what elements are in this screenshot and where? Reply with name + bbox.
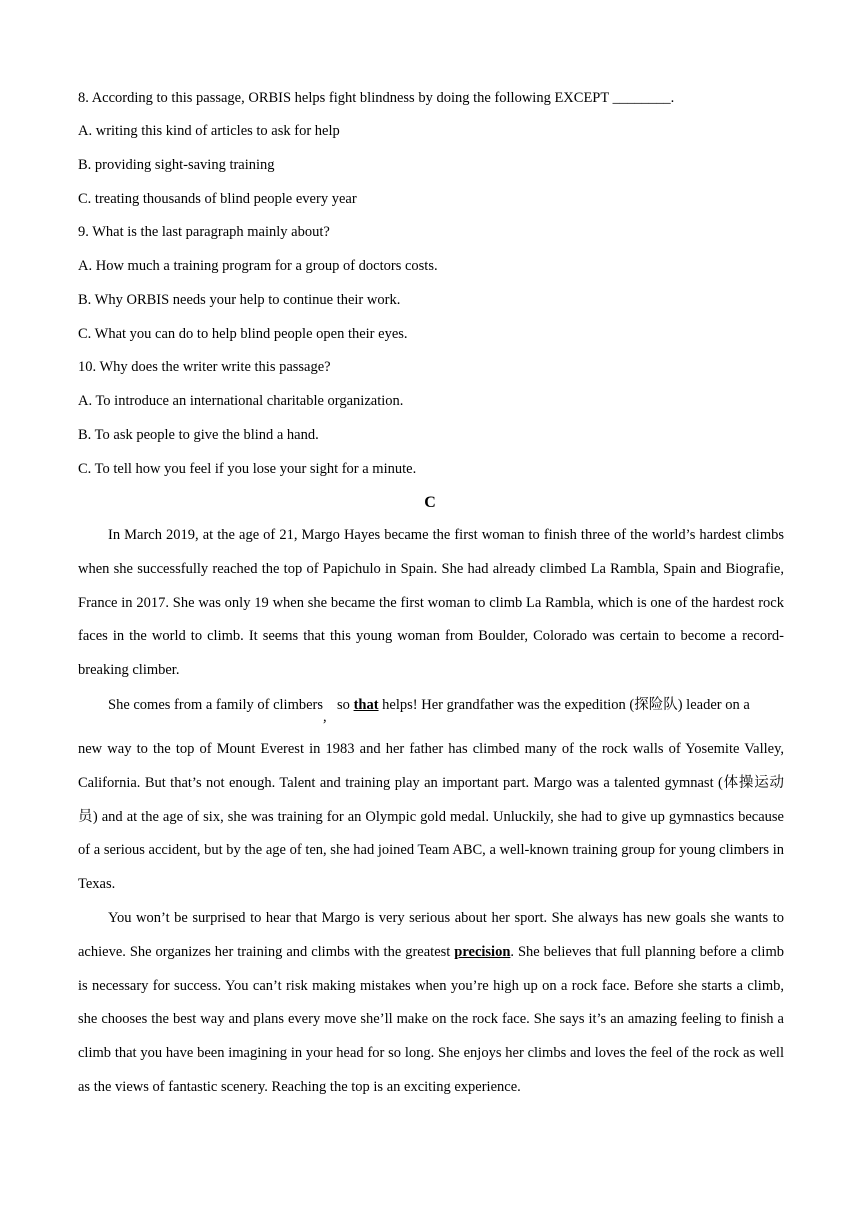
question-8-stem: 8. According to this passage, ORBIS helps fight blindness by doing the following EXCEPT ________. — [78, 90, 675, 106]
passage-paragraph-3 — [78, 902, 784, 1105]
question-9-stem: 9. What is the last paragraph mainly about? — [78, 224, 330, 240]
paragraph-2-text-a: She comes from a family of climbers — [108, 697, 324, 713]
paragraph-3-text-a: You won’t be surprised to hear that Margo is very serious about her sport. She always has new goals she wants to achieve. She organizes her training and climbs with the greatest — [78, 910, 784, 960]
question-8-option-b: B. providing sight-saving training — [78, 157, 275, 173]
question-8-option-c: C. treating thousands of blind people every year — [78, 191, 357, 207]
underlined-word-that: that — [353, 697, 379, 713]
question-9-option-b: B. Why ORBIS needs your help to continue their work. — [78, 292, 401, 308]
paragraph-2-text-b: so — [337, 697, 350, 713]
paragraph-3-text-b: . She believes that full planning before a climb is necessary for success. You can’t risk making mistakes when you’re high up on a rock face. Before she starts a climb, she chooses the best way and plans every move she’ll make on the rock face. She says it’s an amazing feeling to finish a climb that you have been imagining in your head for so long. She enjoys her climbs and loves the feel of the rock as well as the views of fantastic scenery. Reaching the top is an exciting experience. — [78, 943, 784, 1095]
question-9-option-c: C. What you can do to help blind people open their eyes. — [78, 326, 408, 342]
paragraph-1-text: In March 2019, at the age of 21, Margo Hayes became the first woman to finish three of the world’s hardest climbs when she successfully reached the top of Papichulo in Spain. She had already climbed La Rambla, Spain and Biografie, France in 2017. She was only 19 when she became the first woman to climb La Rambla, which is one of the hardest rock faces in the world to climb. It seems that this young woman from Boulder, Colorado was certain to become a record-breaking climber. — [78, 527, 784, 679]
question-10-option-c: C. To tell how you feel if you lose your sight for a minute. — [78, 461, 417, 477]
question-8-option-a: A. writing this kind of articles to ask for help — [78, 123, 340, 139]
question-10-option-b: B. To ask people to give the blind a hand. — [78, 427, 319, 443]
section-heading: C — [424, 494, 436, 511]
paragraph-2-comma: , — [323, 709, 327, 725]
passage-paragraph-2-rest: new way to the top of Mount Everest in 1983 and her father has climbed many of the rock walls of Yosemite Valley, California. But that’s not enough. Talent and training play an important part. Margo was a talented gymnast (体操运动员) and at the age of six, she was training for an Olympic gold medal. Unluckily, she had to give up gymnastics because of a serious accident, but by the age of ten, she had joined Team ABC, a well-known training group for young climbers in Texas. — [78, 741, 784, 893]
passage-paragraph-2-first-line — [78, 695, 784, 725]
question-9-option-a: A. How much a training program for a group of doctors costs. — [78, 258, 438, 274]
passage-paragraph-1 — [78, 519, 784, 688]
underlined-word-precision: precision — [454, 943, 511, 960]
paragraph-2-text-c: helps! Her grandfather was the expedition (探险队) leader on a — [382, 697, 750, 713]
question-10-stem: 10. Why does the writer write this passage? — [78, 359, 331, 375]
question-10-option-a: A. To introduce an international charitable organization. — [78, 393, 404, 409]
